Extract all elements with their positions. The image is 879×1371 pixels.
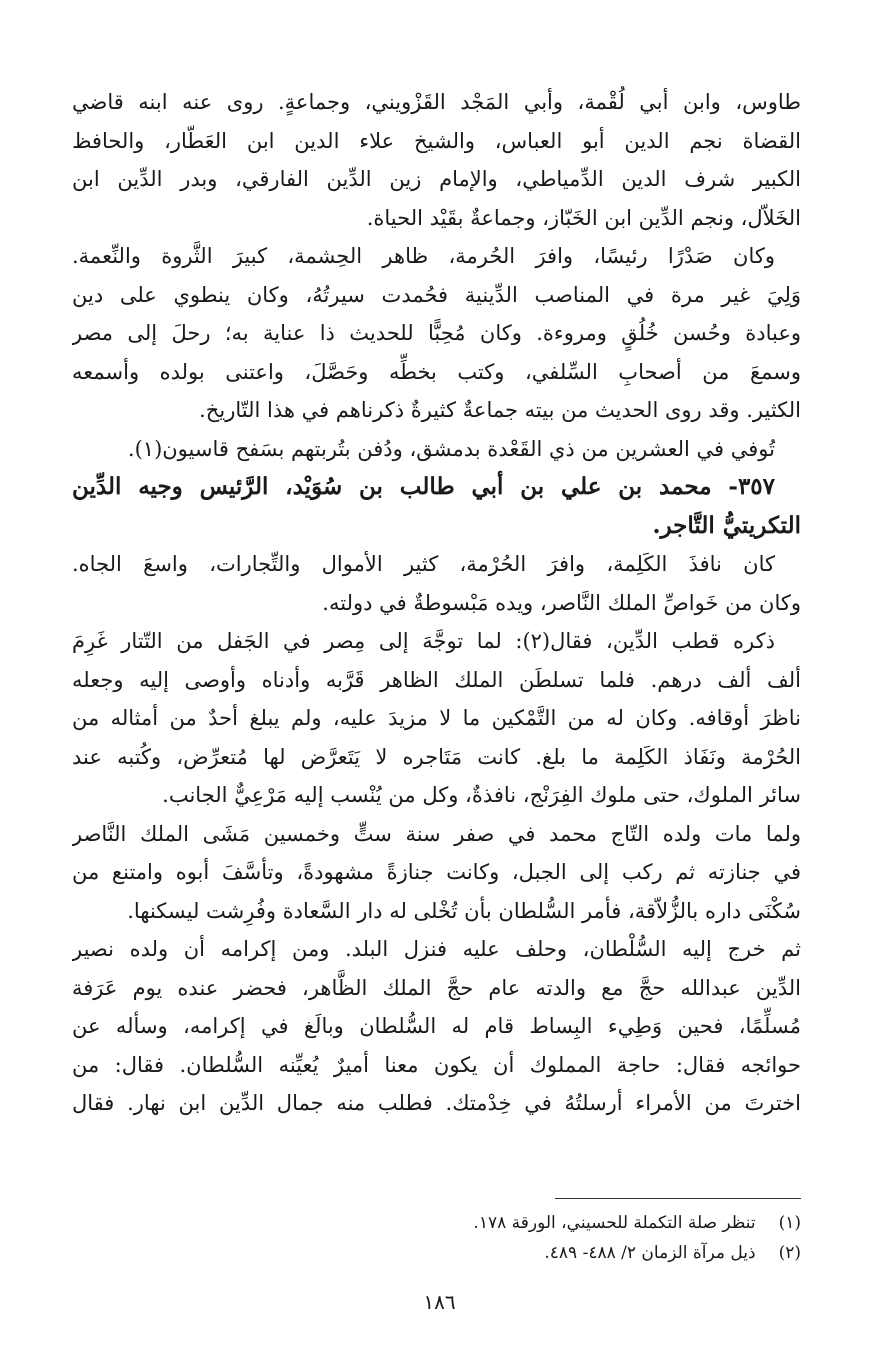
page-number: ١٨٦: [423, 1290, 456, 1314]
text-line: ذكره قطب الدِّين، فقال(٢): لما توجَّهَ إلى مِصر في الجَفل من التّتار غَرِمَ: [72, 629, 775, 653]
text-line: طاوس، وابن أبي لُقْمة، وأبي المَجْد القَزْويني، وجماعةٍ. روى عنه ابنه قاضي: [72, 90, 801, 114]
text-line: اخترتَ من الأمراء أرسلتُهُ في خِدْمتك. فطلب منه جمال الدِّين ابن نهار. فقال: [72, 1091, 801, 1115]
footnote-separator: [555, 1198, 801, 1199]
main-text: [72, 83, 801, 1123]
entry-heading: التكريتيُّ التَّاجر.: [652, 511, 801, 539]
text-line: وَلِيَ غير مرة في المناصب الدِّينية فحُمدت سيرتُهُ، وكان ينطوي على دين: [72, 282, 801, 307]
text-line: حوائجه فقال: حاجة المملوك أن يكون معنا أميرٌ يُعيِّنه السُّلطان. فقال: من: [72, 1052, 801, 1077]
text-line: الكبير شرف الدين الدِّمياطي، والإمام زين الدِّين الفارقي، وبدر الدِّين ابن: [72, 167, 801, 191]
text-line: ألف ألف درهم. فلما تسلطَن الملك الظاهر قَرَّبه وأدناه وأوصى إليه وجعله: [72, 667, 801, 692]
text-line: الدِّين عبدالله حجَّ مع والدته عام حجَّ الملك الظَّاهر، فحضر عنده يوم عَرَفة: [72, 975, 801, 1000]
footnote: [72, 1238, 801, 1268]
entry-heading: ٣٥٧- محمد بن علي بن أبي طالب بن سُوَيْد، الرَّئيس وجيه الدِّين: [72, 473, 775, 500]
text-line: ولما مات ولده التّاج محمد في صفر سنة ستٍّ وخمسين مَشَى الملك النَّاصر: [72, 821, 801, 846]
text-line: سُكْنَى داره بالزُّلاّقة، فأمر السُّلطان بأن تُخْلى له دار السَّعادة وفُرِشت ليسكنها.: [127, 898, 801, 923]
text-line: وعبادة وحُسن خُلُقٍ ومروءة. وكان مُحِبًّا للحديث ذا عناية به؛ رحلَ إلى مصر: [72, 321, 801, 345]
text-line: ناظرَ أوقافه. وكان له من التَّمْكين ما لا مزيدَ عليه، ولم يبلغ أحدٌ من أمثاله من: [72, 706, 801, 730]
text-line: وكان صَدْرًا رئيسًا، وافرَ الحُرمة، ظاهر الحِشمة، كبيرَ الثَّروة والنِّعمة.: [72, 244, 775, 268]
footnotes: [72, 1208, 801, 1268]
text-line: القضاة نجم الدين أبو العباس، والشيخ علاء الدين ابن العَطّار، والحافظ: [72, 128, 801, 153]
text-line: وسمعَ من أصحابِ السِّلفي، وكتب بخطِّه وحَصَّلَ، واعتنى بولده وأسمعه: [72, 359, 801, 384]
text-line: مُسلِّمًا، فحين وَطِيء البِساط قام له السُّلطان وبالَغ في إكرامه، وسأله عن: [72, 1014, 801, 1038]
footnote-text: تنظر صلة التكملة للحسيني، الورقة ١٧٨.: [473, 1213, 756, 1233]
text-line: ثم خرج إليه السُّلْطان، وحلف عليه فنزل البلد. ومن إكرامه أن ولده نصير: [72, 937, 801, 961]
text-line: في جنازته ثم ركب إلى الجبل، وكانت جنازةً مشهودةً، وتأسَّفَ أبوه وامتنع من: [72, 860, 801, 884]
footnote-text: ذيل مرآة الزمان ٢/ ٤٨٨- ٤٨٩.: [544, 1243, 756, 1263]
text-line: الحُرْمة ونَفَاذ الكَلِمة ما بلغ. كانت مَتَاجره لا يَتَعرَّض لها مُتعرِّض، وكُتبه عند: [72, 744, 801, 769]
footnote-number: (١): [778, 1213, 801, 1233]
text-line: سائر الملوك، حتى ملوك الفِرَنْج، نافذةٌ، وكل من يُنْسب إليه مَرْعِيٌّ الجانب.: [162, 783, 801, 807]
text-line: تُوفي في العشرين من ذي القَعْدة بدمشق، ودُفن بتُربتهم بسَفح قاسيون(١).: [127, 436, 775, 461]
text-line: وكان من خَواصِّ الملك النَّاصر، ويده مَبْسوطةٌ في دولته.: [322, 590, 801, 615]
text-line: كان نافذَ الكَلِمة، وافرَ الحُرْمة، كثير الأموال والتِّجارات، واسعَ الجاه.: [72, 552, 775, 576]
text-line: الخَلاّل، ونجم الدِّين ابن الخَبّاز، وجماعةٌ بقَيْد الحياة.: [366, 205, 801, 230]
text-line: الكثير. وقد روى الحديث من بيته جماعةٌ كثيرةٌ ذكرناهم في هذا التّاريخ.: [199, 398, 801, 422]
footnote-number: (٢): [778, 1243, 801, 1263]
footnote: [72, 1208, 801, 1238]
